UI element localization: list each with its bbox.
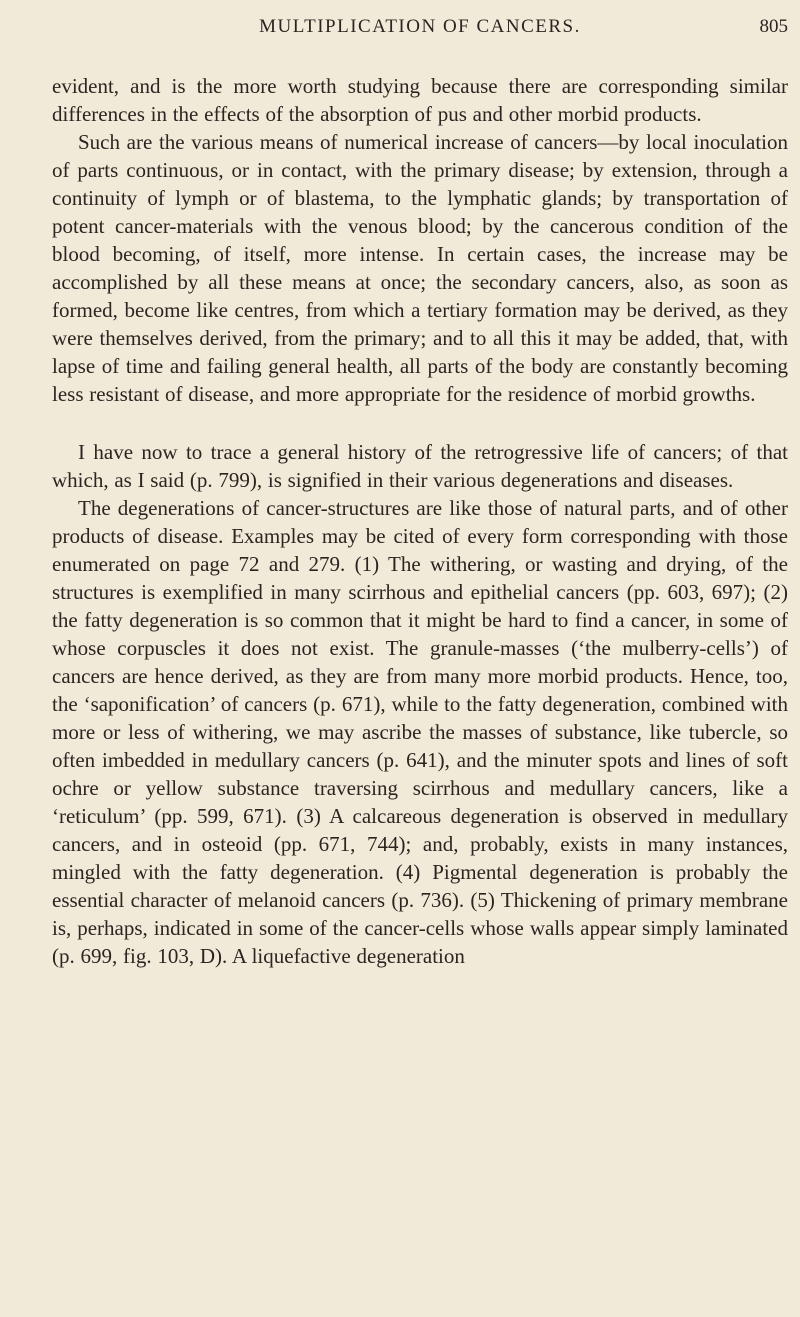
page-number: 805 [759, 16, 788, 37]
running-head [52, 16, 788, 42]
paragraph-degenerations: The degenerations of cancer-structures are like those of natural parts, and of other products of disease. Examples may be cited of every form corresponding with those enumerated on page 72 and 279. (1) The withering, or wasting and drying, of the structures is exemplified in many scirrhous and epithelial cancers (pp. 603, 697); (2) the fatty degeneration is so common that it might be hard to find a cancer, in some of whose corpuscles it does not exist. The granule-masses (‘the mulberry-cells’) of cancers are hence derived, as they are from many more morbid products. Hence, too, the ‘saponification’ of cancers (p. 671), while to the fatty degeneration, combined with more or less of withering, we may ascribe the masses of substance, like tubercle, so often imbedded in medullary cancers (p. 641), and the minuter spots and lines of soft ochre or yellow substance traversing scirrhous and medullary cancers, like a ‘reticulum’ (pp. 599, 671). (3) A calcareous degeneration is observed in medullary cancers, and in osteoid (pp. 671, 744); and, probably, exists in many instances, mingled with the fatty degeneration. (4) Pigmental degeneration is probably the essential character of melanoid cancers (p. 736). (5) Thickening of primary membrane is, perhaps, indicated in some of the cancer-cells whose walls appear simply laminated (p. 699, fig. 103, D). A liquefactive degeneration [52, 496, 788, 968]
running-title: MULTIPLICATION OF CANCERS. [259, 16, 581, 37]
paragraph-continuation: evident, and is the more worth studying because there are corresponding similar differences in the effects of the absorption of pus and other morbid products. [52, 74, 788, 126]
paragraph-retrogressive-life: I have now to trace a general history of the retrogressive life of cancers; of that which, as I said (p. 799), is signified in their various degenerations and diseases. [52, 440, 788, 492]
body-text [52, 72, 788, 970]
paragraph-means-of-increase: Such are the various means of numerical increase of cancers—by local inoculation of parts continuous, or in contact, with the primary disease; by extension, through a continuity of lymph or of blastema, to the lymphatic glands; by transportation of potent cancer-materials with the venous blood; by the cancerous condition of the blood becoming, of itself, more intense. In certain cases, the increase may be accomplished by all these means at once; the secondary cancers, also, as soon as formed, become like centres, from which a tertiary formation may be derived, as they were themselves derived, from the primary; and to all this it may be added, that, with lapse of time and failing general health, all parts of the body are constantly becoming less resistant of disease, and more appropriate for the residence of morbid growths. [52, 130, 788, 406]
